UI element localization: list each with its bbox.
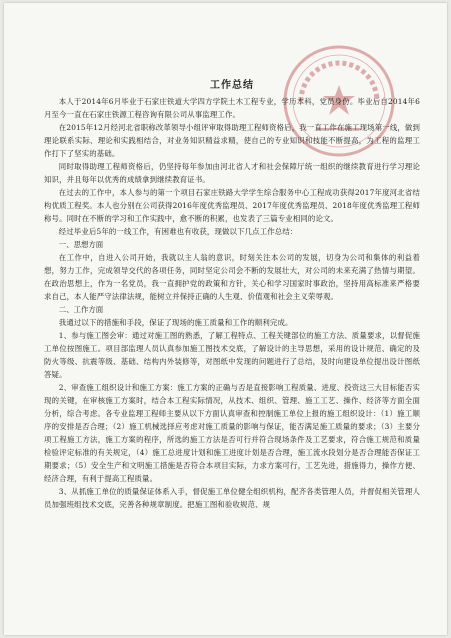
intro-paragraph-5: 经过毕业后5年的一线工作，有困难也有收获，现做以下几点工作总结： [58,227,298,236]
intro-paragraph-1: 本人于2014年6月毕业于石家庄铁道大学四方学院土木工程专业，学历本科，党员身份。毕业后自2014年6月至今一直在石家庄铁源工程咨询有限公司从事监理工作。 [44,97,420,119]
section-work-intro: 我通过以下的措施和手段，保证了现场的施工质量和工作的顺利完成。 [58,318,293,327]
work-item-2: 2、审查施工组织设计和施工方案：施工方案的正确与否是直接影响工程质量、进度、投资这三大目标能否实现的关键，在审核施工方案时，结合本工程实际情况，从技术、组织、管理、施工工艺、操作、经济等方面全面分析，综合考虑。各专业监理工程师主要从以下方面认真审查和控制施工单位上报的施工组织设计：（1）施工顺序的安排是否合理；（2）施工机械选择应考虑对施工质量的影响与保证，能否满足施工质量的要求；（3）主要分项工程施工方法，施工方案的程序，所选的施工方法是否可行并符合现场条件及工艺要求，符合施工规范和质量检验评定标准的有关规定，（4）施工总进度计划和施工进度计划是否合理，施工流水段划分是否合理能否保证工期要求；（5）安全生产和文明施工措施是否符合本项目实际，力求方案可行，工艺先进，措施得力，操作方便、经济合理，有利于提高工程质量。 [44,383,420,483]
work-item-3: 3、从抓施工单位的质量保证体系入手，督促施工单位健全组织机构，配齐各类管理人员，并督促相关管理人员加强班组技术交底，完善各种规章制度。把施工图和验收规范、规 [44,487,420,509]
intro-paragraph-3: 同时取得助理工程师资格后，仍坚持每年参加由河北省人才和社会保障厅统一组织的继续教育进行学习理论知识，并且每年以优秀的成绩拿到继续教育证书。 [44,162,420,184]
section-heading-thought: 一、思想方面 [58,240,104,249]
intro-paragraph-4: 在过去的工作中，本人参与的第一个项目石家庄铁路大学学生综合服务中心工程成功获得2017年度河北省结构优质工程奖。本人也分别在公司获得2016年度优秀监理员、2017年度优秀监理员、2018年度优秀监理工程师称号。同时在不断的学习和工作实践中，愈不断的积累，也发表了三篇专业相同的论文。 [44,188,420,223]
document-title: 工作总结 [210,80,254,91]
intro-paragraph-2: 在2015年12月经河北省职称改革领导小组评审取得助理工程师资格后，我一直工作在施工现场第一线，做到理论联系实际、理论和实践相结合，对业务知识精益求精，使自己的专业知识和技能不断提高，为工程的监理工作打下了坚实的基础。 [44,123,420,158]
section-thought-paragraph: 在工作中，自进入公司开始，我就以主人翁的意识，时刻关注本公司的发展，切身为公司和集体的利益着想，努力工作，完成领导交代的各项任务，同时坚定公司会不断的发展壮大，对公司的未来充满了热情与期望。在政治思想上，作为一名党员，我一直拥护党的政策和方针，关心和学习国家时事政治，坚持用高标准来严格要求自己，本人能严守法律法规，能树立并保持正确的人生观、价值观和社会主义荣辱观。 [44,253,420,301]
section-heading-work: 二、工作方面 [58,305,104,314]
work-item-1: 1、参与施工图会审：通过对施工图的熟悉，了解工程特点、工程关键部位的施工方法、质量要求，以督促施工单位按图施工。项目部监理人员认真参加施工图技术交底，了解设计的主导思想，采用的设计规范、确定的及防火等级、抗震等级、基础、结构内外装修等，对图纸中发现的问题进行了总结，及时向建设单位提出设计图纸答疑。 [44,331,420,379]
document-page [4,3,447,635]
document-body [44,79,420,511]
